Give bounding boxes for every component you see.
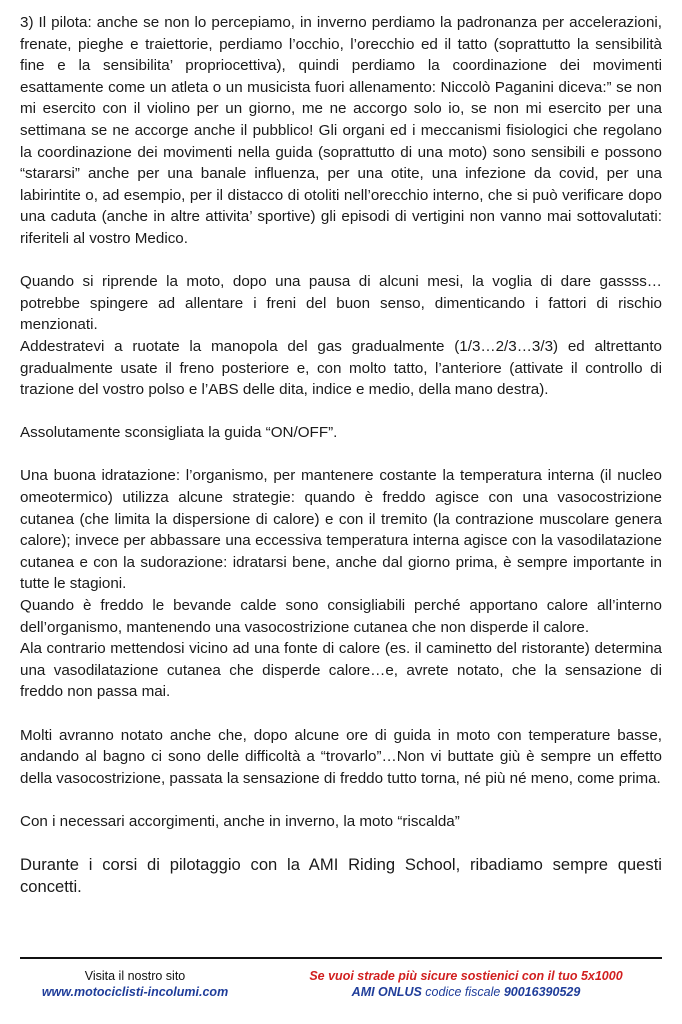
paragraph-gap	[20, 401, 662, 423]
paragraph-ripresa: Quando si riprende la moto, dopo una pausa di alcuni mesi, la voglia di dare gassss… potrebbe spingere ad allentare i freni del buon senso, dimenticando i fattori di rischio menzionati.	[20, 273, 662, 334]
paragraph-idratazione: Una buona idratazione: l’organismo, per mantenere costante la temperatura interna (il nucleo omeotermico) utilizza alcune strategie: quando è freddo agisce con una vasocostrizione cutanea (che limita la dispersione di calore) e con il tremito (la contrazione muscolare genera calore); invece per abbassare una eccessiva temperatura interna agisce con la vasodilatazione cutanea e con la sudorazione: idratarsi bene, anche dal giorno prima, è sempre importante in tutte le stagioni.	[20, 467, 662, 593]
paragraph-gap	[20, 703, 662, 725]
paragraph-pilota: 3) Il pilota: anche se non lo percepiamo, in inverno perdiamo la padronanza per accelerazioni, frenate, pieghe e traiettorie, perdiamo l’occhio, l’orecchio ed il tatto (soprattutto la sensibilità fine e la sensibilita’ propriocettiva), quindi perdiamo la coordinazione dei movimenti esattamente come un atleta o un musicista fuori allenamento: Niccolò Paganini diceva:” se non mi esercito con il violino per un giorno, me ne accorgo solo io, se non mi esercito per una settimana se ne accorge anche il pubblico! Gli organi ed i meccanismi fisiologici che regolano la coordinazione dei movimenti nella guida (soprattutto di una moto) sono sensibili e possono “stararsi” anche per una banale influenza, per una otite, una infezione da covid, per una labirintite o, ad esempio, per il distacco di otoliti nell’orecchio interno, che si può verificare dopo una caduta (anche in altre attivita’ sportive) gli episodi di vertigini non vanno mai sottovalutati: riferiteli al vostro Medico.	[20, 14, 662, 247]
document-body	[20, 12, 662, 898]
footer-donation-block	[270, 968, 662, 1000]
footer-cf-value: 90016390529	[503, 985, 581, 999]
footer-cf-label: codice fiscale	[425, 985, 501, 999]
footer-org-name: AMI ONLUS	[351, 985, 422, 999]
footer-5x1000-appeal: Se vuoi strade più sicure sostienici con il tuo 5x1000	[309, 969, 623, 983]
paragraph-fonte-calore: Ala contrario mettendosi vicino ad una fonte di calore (es. il caminetto del ristorante) determina una vasodilatazione cutanea che disperde calore…e, avrete notato, che la sensazione di freddo non passa mai.	[20, 640, 662, 701]
paragraph-gap	[20, 789, 662, 811]
paragraph-addestramento: Addestratevi a ruotate la manopola del gas gradualmente (1/3…2/3…3/3) ed altrettanto gradualmente usate il freno posteriore e, con molto tatto, l’anteriore (attivate il controllo di trazione del vostro polso e l’ABS delle dita, indice e medio, della mano destra).	[20, 337, 662, 399]
paragraph-gap	[20, 250, 662, 272]
footer-site-link[interactable]: www.motociclisti-incolumi.com	[41, 985, 229, 999]
closing-statement: Durante i corsi di pilotaggio con la AMI Riding School, ribadiamo sempre questi concetti.	[20, 855, 662, 897]
paragraph-bevande-calde: Quando è freddo le bevande calde sono consigliabili perché apportano calore all’interno dell’organismo, mantenendo una vasocostrizione cutanea che non disperde il calore.	[20, 597, 662, 636]
footer-visit-label: Visita il nostro sito	[84, 969, 186, 983]
footer-website-block	[20, 968, 250, 1000]
paragraph-vasocostrizione: Molti avranno notato anche che, dopo alcune ore di guida in moto con temperature basse, andando al bagno ci sono delle difficoltà a “trovarlo”…Non vi buttate giù è sempre un effetto della vasocostrizione, passata la sensazione di freddo tutto torna, né più né meno, come prima.	[20, 726, 662, 787]
footer-tax-code-line	[270, 984, 662, 1000]
paragraph-gap	[20, 833, 662, 855]
paragraph-on-off: Assolutamente sconsigliata la guida “ON/OFF”.	[20, 424, 338, 442]
footer-divider	[20, 957, 662, 959]
paragraph-gap	[20, 444, 662, 466]
paragraph-riscalda: Con i necessari accorgimenti, anche in inverno, la moto “riscalda”	[20, 812, 460, 830]
